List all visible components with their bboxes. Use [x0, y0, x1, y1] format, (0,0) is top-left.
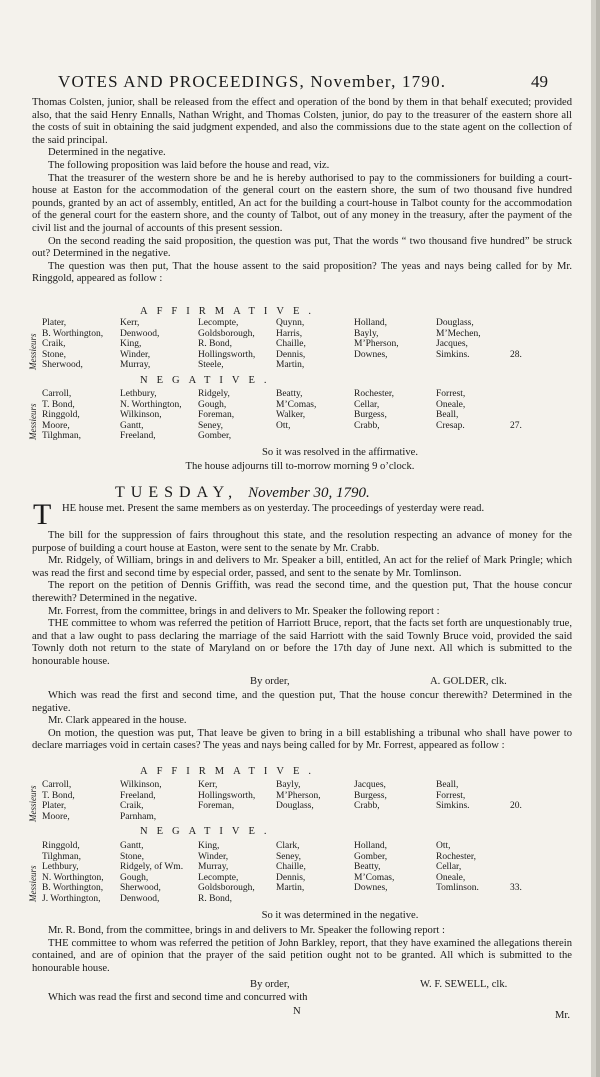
member-name: Moore,	[42, 811, 70, 822]
member-name: Gantt,	[120, 420, 144, 431]
member-name: Kerr,	[198, 780, 218, 790]
vote-count	[510, 852, 580, 863]
member-name: Walker,	[276, 410, 306, 421]
clerk-signature-2: W. F. SEWELL, clk.	[420, 979, 508, 990]
member-name: Oneale,	[436, 399, 466, 410]
member-name: Lethbury,	[42, 862, 79, 873]
paragraph: The report on the petition of Dennis Griffith, was read the second time, and the question put, That the house concur therewith? Determined in the negative.	[32, 580, 572, 604]
member-name: Goldsborough,	[198, 328, 255, 339]
member-name: Seney,	[198, 420, 223, 431]
member-name: Ott,	[276, 420, 291, 431]
vote2-affirmative-list	[42, 780, 587, 822]
member-name: Winder,	[120, 349, 151, 360]
vote2-messieurs-aff: Messieurs	[28, 785, 38, 822]
member-name: Ridgely,	[198, 389, 230, 399]
member-name: B. Worthington,	[42, 328, 104, 339]
member-name: Lecompte,	[198, 318, 239, 328]
member-name: Freeland,	[120, 790, 156, 801]
vote-row	[42, 339, 587, 350]
vote-row	[42, 318, 587, 329]
member-name	[276, 894, 354, 905]
member-name: Moore,	[42, 420, 70, 431]
member-name: Stone,	[42, 349, 67, 360]
paragraph: Which was read the first and second time, and the question put, That the house concur therewith? Determined in the negative.	[32, 690, 572, 714]
member-name: Cellar,	[354, 399, 380, 410]
member-name: Burgess,	[354, 790, 387, 801]
vote-row	[42, 329, 587, 340]
member-name: Beall,	[436, 410, 459, 421]
member-name: Tilghman,	[42, 851, 81, 862]
member-name: Crabb,	[354, 801, 380, 812]
member-name	[436, 360, 510, 371]
member-name	[276, 431, 354, 442]
vote-row	[42, 400, 587, 411]
vote-row	[42, 873, 587, 884]
member-name: Lecompte,	[198, 872, 239, 883]
member-name: Simkins.	[436, 801, 470, 812]
vote2-negative-heading: NEGATIVE.	[140, 826, 276, 837]
member-name: Freeland,	[120, 431, 156, 442]
member-name: Gantt,	[120, 841, 144, 851]
vote-row	[42, 883, 587, 894]
member-name: Jacques,	[354, 780, 386, 790]
member-name: Douglass,	[276, 801, 314, 812]
member-name: King,	[198, 841, 220, 851]
vote-count	[510, 894, 580, 905]
vote-row	[42, 360, 587, 371]
member-name: Carroll,	[42, 780, 72, 790]
vote-count: 20.	[510, 801, 522, 812]
vote-count	[510, 873, 580, 884]
member-name: J. Worthington,	[42, 893, 101, 904]
member-name: Carroll,	[42, 389, 72, 399]
member-name: Murray,	[120, 360, 151, 371]
member-name	[436, 894, 510, 905]
member-name: Harris,	[276, 328, 303, 339]
day-heading	[115, 484, 370, 502]
member-name: M’Pherson,	[276, 790, 321, 801]
member-name: Seney,	[276, 851, 301, 862]
paragraph: The question was then put, That the house assent to the said proposition? The yeas and nays being called for by Mr. Ringgold, appeared as follow :	[32, 260, 572, 285]
member-name: Ringgold,	[42, 841, 80, 851]
vote1-negative-heading: NEGATIVE.	[140, 375, 276, 386]
member-name: Clark,	[276, 841, 300, 851]
text-block-1	[32, 97, 572, 286]
vote-row	[42, 791, 587, 802]
vote1-negative-list	[42, 389, 587, 442]
vote2-result: So it was determined in the negative.	[261, 910, 419, 921]
paragraph: HE house met. Present the same members as on yesterday. The proceedings of yesterday were read.	[62, 503, 485, 514]
vote-count	[510, 318, 580, 329]
paragraph: The bill for the suppression of fairs throughout this state, and the resolution respecting an advance of money for the purpose of building a court house at Easton, were sent to the senate by Mr. Crabb.	[32, 530, 572, 554]
vote-row	[42, 894, 587, 905]
member-name: Quynn,	[276, 318, 305, 328]
catchword: Mr.	[555, 1010, 571, 1021]
paragraph: Mr. Clark appeared in the house.	[48, 715, 187, 727]
member-name: Parnham,	[120, 811, 157, 822]
member-name: Forrest,	[436, 389, 466, 399]
vote-row	[42, 841, 587, 852]
vote-row	[42, 410, 587, 421]
text-block-3	[32, 690, 572, 753]
header-title: VOTES AND PROCEEDINGS, November, 1790.	[58, 72, 447, 91]
paragraph: On motion, the question was put, That leave be given to bring in a bill establishing a tribunal who shall have power to declare marriages void in certain cases? The yeas and nays being called for by Mr. Forrest, appeared as follow :	[32, 727, 572, 752]
vote-row	[42, 852, 587, 863]
member-name: Gomber,	[354, 851, 388, 862]
member-name: Martin,	[276, 883, 305, 894]
vote-row	[42, 421, 587, 432]
member-name: Forrest,	[436, 790, 466, 801]
member-name: Hollingsworth,	[198, 349, 256, 360]
member-name: Oneale,	[436, 872, 466, 883]
member-name: Ridgely, of Wm.	[120, 862, 184, 873]
page-edge-dark	[596, 0, 600, 1077]
member-name: Wilkinson,	[120, 780, 162, 790]
paragraph: THE committee to whom was referred the petition of John Barkley, report, that they have examined the allegations therein contained, and are of opinion that the prayer of the said petition ought not to be granted. All which is submitted to the honourable house.	[32, 937, 572, 974]
member-name: Tilghman,	[42, 431, 81, 442]
day-name: TUESDAY,	[115, 484, 239, 501]
member-name: Plater,	[42, 801, 67, 812]
member-name: Cellar,	[436, 862, 462, 873]
signature-mark: N	[293, 1006, 301, 1017]
vote2-negative-list	[42, 841, 587, 905]
member-name: Downes,	[354, 883, 388, 894]
member-name: Douglass,	[436, 318, 474, 328]
vote-row	[42, 862, 587, 873]
member-name: Sherwood,	[120, 883, 161, 894]
member-name: T. Bond,	[42, 399, 75, 410]
vote-count	[510, 360, 580, 371]
member-name: Foreman,	[198, 410, 235, 421]
member-name: Stone,	[120, 851, 145, 862]
member-name: M’Comas,	[276, 399, 317, 410]
opening-line	[62, 503, 572, 516]
page-number: 49	[531, 72, 548, 91]
member-name: Burgess,	[354, 410, 387, 421]
text-block-4	[32, 925, 572, 975]
vote1-result: So it was resolved in the affirmative.	[261, 447, 419, 458]
member-name: Gomber,	[198, 431, 232, 442]
final-line: Which was read the first and second time and concurred with	[48, 992, 308, 1003]
member-name: Ringgold,	[42, 410, 80, 421]
member-name: Jacques,	[436, 339, 468, 350]
member-name	[354, 360, 436, 371]
running-header	[58, 72, 548, 94]
member-name	[276, 812, 354, 823]
member-name: Rochester,	[436, 851, 476, 862]
member-name	[436, 812, 510, 823]
vote1-messieurs-neg: Messieurs	[28, 403, 38, 440]
member-name: Goldsborough,	[198, 883, 255, 894]
member-name: Beatty,	[276, 389, 303, 399]
vote-count	[510, 812, 580, 823]
paragraph: Determined in the negative.	[48, 147, 166, 159]
member-name: Bayly,	[276, 780, 301, 790]
member-name: Downes,	[354, 349, 388, 360]
vote2-affirmative-heading: AFFIRMATIVE.	[140, 766, 321, 777]
member-name: Gough,	[198, 399, 227, 410]
member-name: Beatty,	[354, 862, 381, 873]
member-name: N. Worthington,	[120, 399, 182, 410]
vote-count: 33.	[510, 883, 522, 894]
member-name: Plater,	[42, 318, 67, 328]
member-name: Denwood,	[120, 328, 160, 339]
member-name	[354, 894, 436, 905]
member-name: Cresap.	[436, 420, 465, 431]
member-name	[354, 812, 436, 823]
member-name	[354, 431, 436, 442]
vote1-affirmative-heading: AFFIRMATIVE.	[140, 306, 321, 317]
member-name: Denwood,	[120, 893, 160, 904]
member-name	[198, 812, 276, 823]
vote-row	[42, 780, 587, 791]
vote-count	[510, 431, 580, 442]
member-name: Bayly,	[354, 328, 379, 339]
paragraph: On the second reading the said proposition, the question was put, That the words “ two thousand five hundred” be struck out? Determined in the negative.	[32, 235, 572, 260]
member-name	[436, 431, 510, 442]
member-name: N. Worthington,	[42, 872, 104, 883]
day-date: November 30, 1790.	[248, 485, 370, 501]
vote-row	[42, 801, 587, 812]
paragraph: Mr. Ridgely, of William, brings in and delivers to Mr. Speaker a bill, entitled, An act for the relief of Mark Pringle; which was read the first and second time by especial order, passed, and sent to the senate by Mr. Tomlinson.	[32, 555, 572, 579]
vote-row	[42, 389, 587, 400]
member-name: Martin,	[276, 360, 305, 371]
paragraph: That the treasurer of the western shore be and he is hereby authorised to pay to the commissioners for building a court-house at Easton for the accommodation of the general court on the eastern shore, the sum of two thousand five hundred pounds, granted by an act of assembly, entitled, An act for the building a court-house in Talbot county for the accommodation of the general court for the eastern shore, and the county of Talbot, out of any money in the treasury, after the payment of the civil list and the journal of accounts of this present session.	[32, 172, 572, 234]
member-name: Crabb,	[354, 420, 380, 431]
vote-row	[42, 431, 587, 442]
member-name: Foreman,	[198, 801, 235, 812]
signature-by-order-1: By order,	[250, 676, 290, 687]
vote2-messieurs-neg: Messieurs	[28, 865, 38, 902]
member-name: Winder,	[198, 851, 229, 862]
member-name: Lethbury,	[120, 389, 157, 399]
vote-row	[42, 350, 587, 361]
member-name: Simkins.	[436, 349, 470, 360]
member-name: M’Pherson,	[354, 339, 399, 350]
vote1-affirmative-list	[42, 318, 587, 371]
vote-count	[510, 400, 580, 411]
member-name: Chaille,	[276, 339, 306, 350]
member-name: Craik,	[120, 801, 144, 812]
vote-count	[510, 841, 580, 852]
vote-count: 28.	[510, 349, 522, 360]
adjournment-note: The house adjourns till to-morrow morning 9 o’clock.	[185, 461, 415, 472]
member-name: Ott,	[436, 841, 451, 851]
member-name: Tomlinson.	[436, 883, 479, 894]
member-name: Steele,	[198, 360, 224, 371]
vote-count	[510, 862, 580, 873]
signature-by-order-2: By order,	[250, 979, 290, 990]
member-name: Beall,	[436, 780, 459, 790]
vote1-messieurs-aff: Messieurs	[28, 333, 38, 370]
vote-count	[510, 339, 580, 350]
vote-count	[510, 780, 580, 791]
member-name: Hollingsworth,	[198, 790, 256, 801]
member-name: Gough,	[120, 872, 149, 883]
paragraph: THE committee to whom was referred the petition of Harriott Bruce, report, that the facts set forth are unquestionably true, and that a law ought to pass declaring the marriage of the said Harriott with the said Townly Bruce void, provided the said Townly doth not return to the state of Maryland on or before the 17th day of June next. All which is submitted to the honourable house.	[32, 618, 572, 667]
member-name: Murray,	[198, 862, 229, 873]
member-name: Holland,	[354, 318, 387, 328]
text-block-2	[32, 530, 572, 669]
member-name: Dennis,	[276, 872, 306, 883]
clerk-signature-1: A. GOLDER, clk.	[430, 676, 507, 687]
vote-count: 27.	[510, 420, 522, 431]
vote-count	[510, 389, 580, 400]
member-name: M’Comas,	[354, 872, 395, 883]
vote-row	[42, 812, 587, 823]
member-name: King,	[120, 339, 142, 350]
member-name: Chaille,	[276, 862, 306, 873]
paragraph: The following proposition was laid before the house and read, viz.	[48, 159, 330, 171]
member-name: Dennis,	[276, 349, 306, 360]
member-name: Wilkinson,	[120, 410, 162, 421]
member-name: Rochester,	[354, 389, 394, 399]
member-name: B. Worthington,	[42, 883, 104, 894]
member-name: R. Bond,	[198, 339, 233, 350]
member-name: T. Bond,	[42, 790, 75, 801]
vote-count	[510, 410, 580, 421]
member-name: Sherwood,	[42, 360, 83, 371]
member-name: Kerr,	[120, 318, 140, 328]
paragraph: Mr. Forrest, from the committee, brings in and delivers to Mr. Speaker the following report :	[48, 605, 440, 617]
member-name: Craik,	[42, 339, 66, 350]
member-name: R. Bond,	[198, 893, 233, 904]
vote-count	[510, 329, 580, 340]
vote-count	[510, 791, 580, 802]
paragraph: Mr. R. Bond, from the committee, brings in and delivers to Mr. Speaker the following report :	[48, 925, 445, 936]
member-name: M’Mechen,	[436, 328, 481, 339]
member-name: Holland,	[354, 841, 387, 851]
drop-cap: T	[33, 498, 52, 531]
paragraph: Thomas Colsten, junior, shall be released from the effect and operation of the bond by them in that behalf executed; provided also, that the said Henry Ennalls, Nathan Wright, and Thomas Colsten, junior, do pay to the treasurer of the eastern shore all the costs of suit in obtaining the said judgment expended, and also the commissions due to the state agent on the collection of the said principal.	[32, 97, 572, 146]
